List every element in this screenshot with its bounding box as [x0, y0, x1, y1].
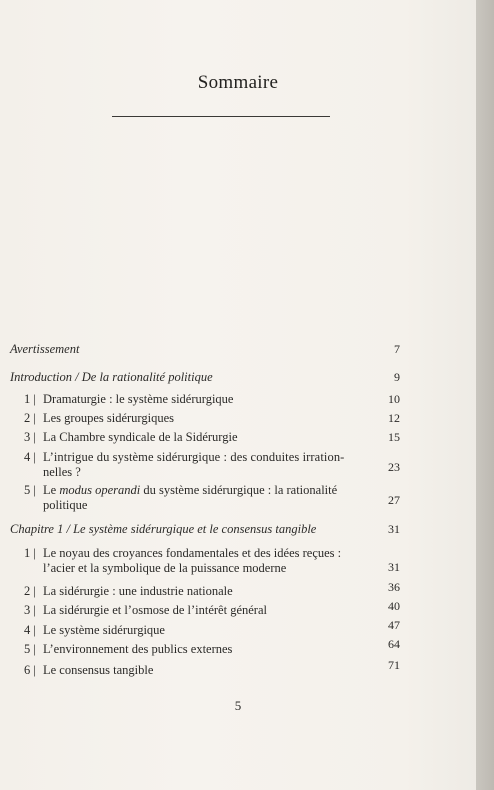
page-edge	[476, 0, 494, 790]
toc-entry-label-post: du système sidérurgique : la rationalité	[140, 483, 338, 497]
toc-entry-number: 4 |	[24, 623, 36, 637]
toc-entry-number: 5 |	[24, 483, 36, 497]
toc-entry-label: Dramaturgie : le système sidérurgique	[43, 392, 234, 406]
toc-entry-label: Le système sidérurgique	[43, 623, 165, 637]
toc-entry-page: 27	[388, 493, 400, 507]
toc-entry-label-line1	[43, 483, 337, 498]
toc-entry-page: 7	[394, 342, 400, 356]
toc-entry-number: 3 |	[24, 603, 36, 617]
toc-entry-label-line2: politique	[43, 498, 88, 512]
toc-entry-number: 3 |	[24, 430, 36, 444]
toc-entry-page: 40	[388, 599, 400, 613]
toc-entry-page: 47	[388, 618, 400, 632]
toc-entry-page: 64	[388, 637, 400, 651]
page-number: 5	[234, 698, 242, 713]
toc-entry-label: Les groupes sidérurgiques	[43, 411, 174, 425]
toc-entry-number: 1 |	[24, 392, 36, 406]
toc-entry-label: La Chambre syndicale de la Sidérurgie	[43, 430, 238, 444]
toc-entry-label-line2: l’acier et la symbolique de la puissance moderne	[43, 561, 287, 575]
toc-chapter-title: Le système sidérurgique et le consensus tangible	[73, 522, 317, 536]
toc-entry-label	[10, 522, 316, 537]
toc-entry-number: 2 |	[24, 584, 36, 598]
toc-entry-number: 2 |	[24, 411, 36, 425]
toc-entry-label: Introduction / De la rationalité politique	[10, 370, 213, 384]
toc-entry-page: 12	[388, 411, 400, 425]
toc-entry-page: 71	[388, 658, 400, 672]
toc-entry-label: L’environnement des publics externes	[43, 642, 233, 656]
toc-entry-label: La sidérurgie : une industrie nationale	[43, 584, 233, 598]
toc-entry-label-pre: Le	[43, 483, 60, 497]
toc-entry-number: 4 |	[24, 450, 36, 464]
toc-entry-page: 9	[394, 370, 400, 384]
toc-entry-label: La sidérurgie et l’osmose de l’intérêt général	[43, 603, 267, 617]
toc-entry-label: Avertissement	[10, 342, 80, 356]
toc-entry-label-line1: Le noyau des croyances fondamentales et des idées reçues :	[43, 546, 342, 560]
toc-entry-number: 1 |	[24, 546, 36, 560]
page-title: Sommaire	[197, 72, 279, 93]
toc-entry-number: 6 |	[24, 663, 36, 677]
title-rule	[112, 116, 330, 117]
toc-entry-page: 31	[388, 560, 400, 574]
toc-entry-label-line2: nelles ?	[43, 465, 81, 479]
toc-entry-page: 15	[388, 430, 400, 444]
toc-entry-page: 10	[388, 392, 400, 406]
toc-entry-page: 31	[388, 522, 400, 536]
toc-entry-label: Le consensus tangible	[43, 663, 154, 677]
toc-entry-label-line1: L’intrigue du système sidérurgique : des conduites irration-	[43, 450, 345, 464]
toc-entry-number: 5 |	[24, 642, 36, 656]
toc-entry-label-italic: modus operandi	[59, 483, 141, 497]
toc-chapter-prefix: Chapitre 1 /	[10, 522, 74, 536]
toc-entry-page: 23	[388, 460, 400, 474]
toc-entry-page: 36	[388, 580, 400, 594]
